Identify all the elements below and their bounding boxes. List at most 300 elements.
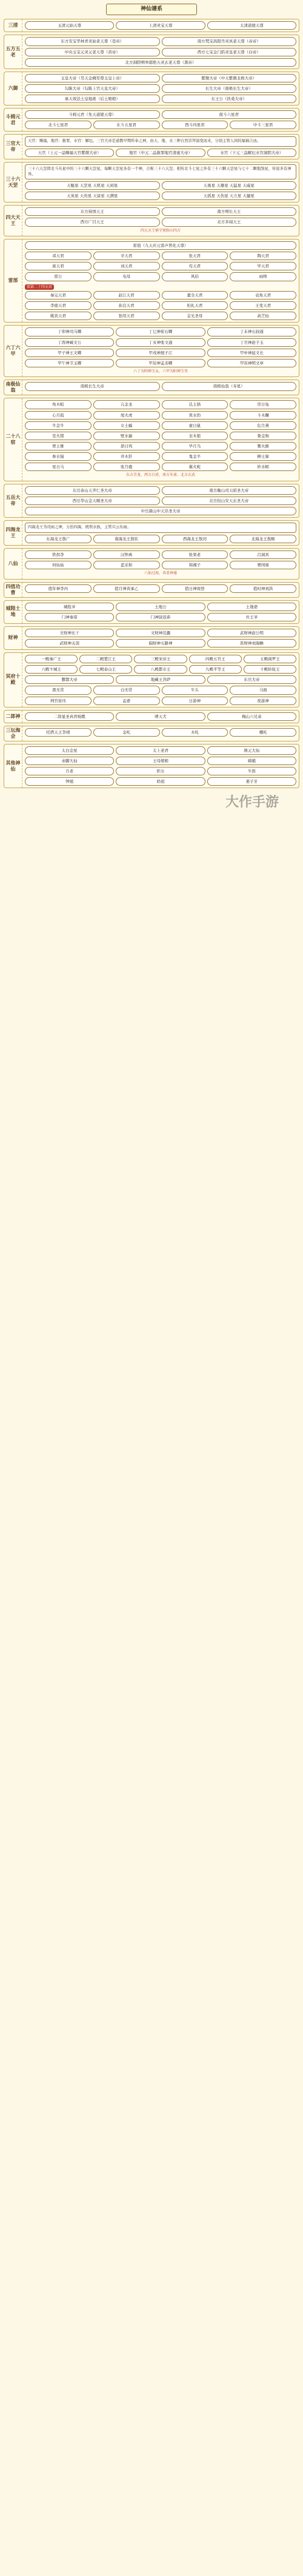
pill-row [25,497,296,505]
deity-pill: 壁水貐 [93,432,160,440]
section-body [22,35,299,68]
deity-pill: 东岳大帝 [207,675,296,684]
pill-row [25,272,296,281]
deity-pill: 氐土貉 [162,400,228,409]
deity-pill: 南方增长天王 [162,207,297,216]
deity-pill: 赵江天君 [93,291,160,299]
pill-row [25,767,296,775]
deity-pill: 值日神周登 [162,584,228,593]
pill-row [25,639,296,647]
deity-pill: 中岳嵩山中天崇圣大帝 [25,507,296,515]
section-label: 南极仙翁 [4,380,22,395]
section-4 [4,134,299,159]
deity-pill: 柏礼天君 [162,301,228,310]
page-title: 神仙谱系 [106,4,197,15]
pill-row [25,712,296,721]
deity-pill: 夜游神 [230,697,296,705]
deity-pill: 丁酉神臧文公 [25,338,114,347]
section-label: 二十八宿 [4,398,22,480]
deity-pill: 哮天犬 [116,712,205,721]
pill-row [25,37,296,45]
deity-pill: 斗姆元君（先天道姥天尊） [25,110,160,119]
deity-pill: 西海龙王敖闰 [162,535,228,543]
deity-pill: 南海龙王敖钦 [93,535,160,543]
pill-row [25,48,296,56]
deity-pill: 房日兔 [230,400,296,409]
pill-row [25,463,296,471]
section-paragraph: 天官：赐福，地官：赦罪，水官：解厄。三官大帝是道教早期所奉之神，由天、地、水三种自然崇拜演变而来，分别主管人间的福祸吉凶。 [25,136,296,147]
pill-row [25,697,296,705]
deity-pill: 值年神李丙 [25,584,92,593]
pill-row [25,349,296,357]
section-20 [4,744,299,789]
deity-pill: 上清灵宝天尊 [116,21,205,30]
deity-pill: 甲申神扈文长 [207,349,296,357]
deity-pill: 判官崔珏 [25,697,92,705]
section-body [22,326,299,376]
watermark: 大作手游 [225,795,279,810]
deity-pill: 牛头 [162,686,228,694]
deity-pill: 心月狐 [25,411,92,420]
deity-pill: 柳土獐 [230,452,296,461]
pill-row [25,629,296,637]
deity-pill: 东方安宝华林青灵始老天尊（苍帝） [25,37,160,45]
section-label: 财神 [4,627,22,649]
deity-pill: 王变天君 [230,301,296,310]
deity-pill: 地官（中元二品赦罪地官清虚大帝） [116,149,205,157]
deity-pill: 尾火虎 [93,411,160,420]
section-1 [4,35,299,69]
pill-row [25,486,296,495]
pill-row [25,432,296,440]
pill-row [25,655,296,663]
deity-pill: 甲戌神展子江 [116,349,205,357]
deity-pill: 汉钟离 [93,550,160,559]
deity-pill: 织女 [116,767,205,775]
section-label: 雷部 [4,239,22,322]
deity-pill: 东海龙王敖广 [25,535,92,543]
deity-pill: 偏财神五路神 [116,639,205,647]
section-body [22,601,299,623]
section-label: 四大天王 [4,206,22,236]
deity-pill: 月老 [25,767,114,775]
deity-pill: 东王公（扶桑大帝） [162,95,297,103]
section-19 [4,726,299,741]
pill-row [25,181,296,190]
deity-pill: 北方洞阴朔单郁绝五灵玄老天尊（黑帝） [25,58,296,67]
deity-pill: 雨师 [230,272,296,281]
section-label: 六御 [4,72,22,105]
deity-pill: 孟婆 [93,697,160,705]
pill-row [25,452,296,461]
section-body [22,206,299,236]
pill-row [25,218,296,226]
pill-row [25,359,296,367]
pill-row [25,301,296,310]
pill-row [25,21,296,30]
deity-pill: 六殿卞城王 [25,665,78,674]
pill-row [25,728,296,737]
deity-pill: 电母 [93,272,160,281]
deity-pill: 土地婆 [207,603,296,611]
deity-pill: 天英星 天贵星 天富星 天满星 [25,192,160,200]
pill-row [25,84,296,93]
section-note: 四大天王镇守须弥山四方 [140,228,181,233]
deity-pill: 蓝采和 [93,561,160,569]
section-label: 城隍土地 [4,601,22,623]
pill-row [25,74,296,82]
section-label: 二郎神 [4,711,22,723]
section-10 [4,398,299,481]
deity-pill: 白无常 [93,686,160,694]
deity-pill: 紫微大帝（中天紫微北极大帝） [162,74,297,82]
deity-pill: 韩湘子 [162,561,228,569]
deity-pill: 角木蛟 [25,400,92,409]
deity-pill: 北方多闻天王 [162,218,297,226]
deity-pill: 昴日鸡 [93,442,160,450]
deity-pill: 陶天君 [230,252,296,260]
deity-pill: 托塔天王李靖 [25,728,92,737]
deity-pill: 文财神范蠡 [116,629,205,637]
deity-pill: 哪吒 [230,728,296,737]
section-12 [4,520,299,546]
deity-pill: 刘天君 [93,262,160,270]
deity-pill: 王母娘娘 [116,757,205,765]
section-11 [4,484,299,518]
section-7 [4,239,299,323]
deity-pill: 酆都大帝 [25,675,114,684]
section-body [22,627,299,649]
section-body [22,521,299,545]
deity-pill: 董全天君 [162,291,228,299]
deity-pill: 甲寅神明文章 [207,359,296,367]
section-body [22,162,299,202]
deity-pill: 东岳泰山天齐仁圣大帝 [25,486,160,495]
section-note: 东方青龙、西方白虎、南方朱雀、北方玄武 [125,473,195,478]
deity-pill: 日游神 [162,697,228,705]
deity-pill: 东斗五星君 [93,121,160,129]
deity-pill: 觜火猴 [230,442,296,450]
deity-pill: 袁角天君 [230,291,296,299]
deity-pill: 丁未神石叔通 [207,327,296,336]
section-body [22,744,299,788]
section-6 [4,205,299,236]
deity-pill: 丁丑神赵子玉 [207,338,296,347]
section-label: 三坛海会 [4,726,22,741]
deity-pill: 木吒 [162,728,228,737]
deity-pill: 西斗四星君 [162,121,228,129]
deity-pill: 南岳衡山司天昭圣大帝 [162,486,297,495]
deity-pill: 西岳华山金天顺圣大帝 [25,497,160,505]
deity-pill: 钟馗 [25,777,114,786]
pill-row [25,603,296,611]
deity-pill: 镇元大仙 [207,746,296,755]
deity-pill: 何仙姑 [25,561,92,569]
pill-row [25,262,296,270]
section-label: 冥府十殿 [4,653,22,707]
deity-pill: 女土蝠 [93,421,160,430]
deity-pill: 风伯 [162,272,228,281]
deity-pill: 梅山六兄弟 [207,712,296,721]
section-label: 四值功曹 [4,583,22,597]
pill-row [25,550,296,559]
deity-pill: 庞天君 [25,262,92,270]
deity-pill: 土地公 [116,603,205,611]
deity-pill: 玉清元始天尊 [25,21,114,30]
pill-row [25,757,296,765]
pill-row [25,207,296,216]
deity-pill: 菡芝仙 [230,312,296,320]
section-14 [4,582,299,598]
deity-pill: 四殿五官王 [189,655,242,663]
section-note: 八仙过海，各显神通 [144,571,177,575]
deity-pill: 勾陈大帝（勾陈上宫天皇大帝） [25,84,160,93]
pill-row [25,58,296,67]
section-label: 八仙 [4,549,22,579]
deity-pill: 曹国舅 [230,561,296,569]
section-paragraph: 四海龙王为司雨之神，分治四海，统领水族，主管兴云布雨。 [25,523,296,533]
deity-pill: 九殿平等王 [189,665,242,674]
deity-pill: 翼火蛇 [162,463,228,471]
section-body [22,239,299,322]
pill-row [25,312,296,320]
deity-pill: 城隍爷 [25,603,114,611]
deity-pill: 七殿泰山王 [79,665,132,674]
deity-pill: 星日马 [25,463,92,471]
deity-pill: 危月燕 [230,421,296,430]
pill-row [25,507,296,515]
section-16 [4,626,299,650]
pill-row [25,400,296,409]
pill-row [25,121,296,129]
deity-pill: 雷公 [25,272,92,281]
deity-pill: 北岳恒山安天玄圣大帝 [162,497,297,505]
deity-pill: 三殿宋帝王 [134,655,187,663]
section-body [22,19,299,32]
pill-row [25,192,296,200]
pill-row [25,252,296,260]
deity-pill: 鬼金羊 [162,452,228,461]
section-body [22,380,299,395]
section-body [22,726,299,741]
deity-pill: 中央玉宝元灵元老天尊（黄帝） [25,48,160,56]
pill-row [25,442,296,450]
deity-pill: 武财神赵公明 [207,629,296,637]
pill-row [25,561,296,569]
deity-pill: 水官（下元三品解厄水官洞阴大帝） [207,149,296,157]
section-body [22,711,299,723]
deity-pill: 孙良天君 [93,301,160,310]
deity-pill: 二殿楚江王 [79,655,132,663]
deity-pill: 值月神黄承乙 [93,584,160,593]
deity-pill: 西方七宝金门皓灵皇老天尊（白帝） [162,48,297,56]
pill-row [25,327,296,336]
deity-pill: 准财神刘海蟾 [207,639,296,647]
deity-pill: 娄金狗 [230,432,296,440]
deity-pill: 箕水豹 [162,411,228,420]
deity-pill: 妈祖 [116,777,205,786]
deity-pill: 天孤星 天伤星 天立星 天捷星 [162,192,297,200]
deity-pill: 铁拐李 [25,550,92,559]
pill-row [25,338,296,347]
deity-pill: 张果老 [162,550,228,559]
deity-pill: 丁巳神崔石卿 [116,327,205,336]
section-18 [4,710,299,723]
deity-pill: 玉皇大帝（昊天金阙至尊玉皇上帝） [25,74,160,82]
sections-container [4,19,299,788]
pill-row [25,241,296,250]
section-label: 四海龙王 [4,521,22,545]
section-2 [4,72,299,105]
section-8 [4,325,299,377]
pill-row [25,95,296,103]
deity-pill: 张天君 [162,252,228,260]
pill-row [25,382,296,390]
deity-pill: 雷祖（九天应元雷声普化天尊） [25,241,296,250]
deity-pill: 姜子牙 [207,777,296,786]
section-body [22,583,299,597]
section-label: 五方五老 [4,35,22,68]
deity-pill: 虚日鼠 [162,421,228,430]
deity-pill: 张绍天君 [93,312,160,320]
deity-pill: 辛天君 [93,252,160,260]
section-paragraph: 三十六天罡即北斗丛星中的三十六颗天罡星，每颗天罡星各有一个神，合称三十六天罡。相传北斗七星之外有三十六颗天罡星与七十二颗地煞星，传说多有神异。 [25,164,296,179]
deity-pill: 丁卯神司马卿 [25,327,114,336]
section-13 [4,548,299,580]
deity-pill: 邓天君 [25,252,92,260]
deity-pill: 北海龙王敖顺 [230,535,296,543]
pill-row [25,675,296,684]
deity-pill: 天勇星 天雄星 天猛星 天威星 [162,181,297,190]
deity-pill: 牛金牛 [25,421,92,430]
section-label: 三官大帝 [4,135,22,159]
deity-pill: 八殿都市王 [134,665,187,674]
deity-pill: 奎木狼 [162,432,228,440]
deity-pill: 甲辰神孟非卿 [116,359,205,367]
deity-pill: 斗木獬 [230,411,296,420]
deity-pill: 地藏王菩萨 [116,675,205,684]
deity-pill: 丁亥神张文通 [116,338,205,347]
deity-pill: 长生大帝（南极长生大帝） [162,84,297,93]
deity-pill: 姚宾天君 [25,312,92,320]
deity-pill: 赤脚大仙 [25,757,114,765]
deity-pill: 灶王爷 [207,613,296,621]
deity-pill: 北斗七星君 [25,121,92,129]
deity-pill: 参水猿 [25,452,92,461]
section-label: 六丁六甲 [4,326,22,376]
deity-pill: 门神尉迟恭 [116,613,205,621]
section-15 [4,600,299,624]
section-0 [4,19,299,32]
deity-pill: 五殿阎罗王 [244,655,296,663]
section-9 [4,380,299,395]
pill-row [25,291,296,299]
section-note: 六丁为阴神玉女，六甲为阳神玉男 [133,369,188,373]
section-label: 五岳大帝 [4,484,22,517]
section-body [22,135,299,159]
deity-pill: 一殿秦广王 [25,655,78,663]
section-body [22,398,299,480]
deity-pill: 轸水蚓 [230,463,296,471]
deity-pill: 苟天君 [162,262,228,270]
section-label: 三清 [4,19,22,32]
deity-pill: 秦完天君 [25,291,92,299]
section-label: 三十六天罡 [4,162,22,202]
deity-pill: 毕天君 [230,262,296,270]
pill-row [25,110,296,119]
deity-pill: 井木犴 [93,452,160,461]
deity-pill: 承天效法土皇地祇（后土娘娘） [25,95,160,103]
section-body [22,109,299,131]
pill-row [25,686,296,694]
pill-row [25,535,296,543]
deity-pill: 天官（上元一品赐福天官紫微大帝） [25,149,114,157]
section-badge: 雷部二十四天君 [25,284,54,290]
section-3 [4,108,299,132]
deity-pill: 李德天君 [25,301,92,310]
deity-pill: 值时神刘洪 [230,584,296,593]
deity-pill: 亢金龙 [93,400,160,409]
pill-row [25,665,296,674]
section-body [22,484,299,517]
deity-pill: 金光圣母 [162,312,228,320]
section-label: 斗姆元君 [4,109,22,131]
pill-row [25,421,296,430]
section-body [22,72,299,105]
deity-pill: 黑无常 [25,686,92,694]
pill-row [25,613,296,621]
deity-pill: 嫦娥 [207,757,296,765]
pill-row [25,584,296,593]
deity-pill: 甲子神王文卿 [25,349,114,357]
deity-pill: 毕月乌 [162,442,228,450]
deity-pill: 门神秦琼 [25,613,114,621]
deity-pill: 南极仙翁（寿星） [162,382,297,390]
deity-pill: 马面 [230,686,296,694]
deity-pill: 甲午神卫玉卿 [25,359,114,367]
deity-pill: 二郎显圣真君杨戬 [25,712,114,721]
deity-pill: 武财神关羽 [25,639,114,647]
deity-pill: 南斗六星君 [162,110,297,119]
deity-pill: 中斗三星君 [230,121,296,129]
section-label: 其他神仙 [4,744,22,788]
deity-pill: 东方持国天王 [25,207,160,216]
pill-row [25,149,296,157]
pill-row [25,411,296,420]
deity-pill: 南极长生大帝 [25,382,160,390]
deity-pill: 牛郎 [207,767,296,775]
deity-pill: 南方梵宝昌阳丹灵真老天尊（赤帝） [162,37,297,45]
deity-pill: 金吒 [93,728,160,737]
section-body [22,653,299,707]
deity-pill: 西方广目天王 [25,218,160,226]
deity-pill: 太上老君 [116,746,205,755]
section-5 [4,162,299,202]
deity-pill: 胃土雉 [25,442,92,450]
deity-pill: 张月鹿 [93,463,160,471]
pill-row [25,746,296,755]
deity-pill: 天魁星 天罡星 天机星 天闲星 [25,181,160,190]
deity-pill: 太清道德天尊 [207,21,296,30]
deity-pill: 吕洞宾 [230,550,296,559]
deity-pill: 十殿转轮王 [244,665,296,674]
pill-row [25,777,296,786]
section-body [22,549,299,579]
deity-pill: 室火猪 [25,432,92,440]
deity-pill: 文财神比干 [25,629,114,637]
deity-pill: 太白金星 [25,746,114,755]
section-17 [4,652,299,708]
